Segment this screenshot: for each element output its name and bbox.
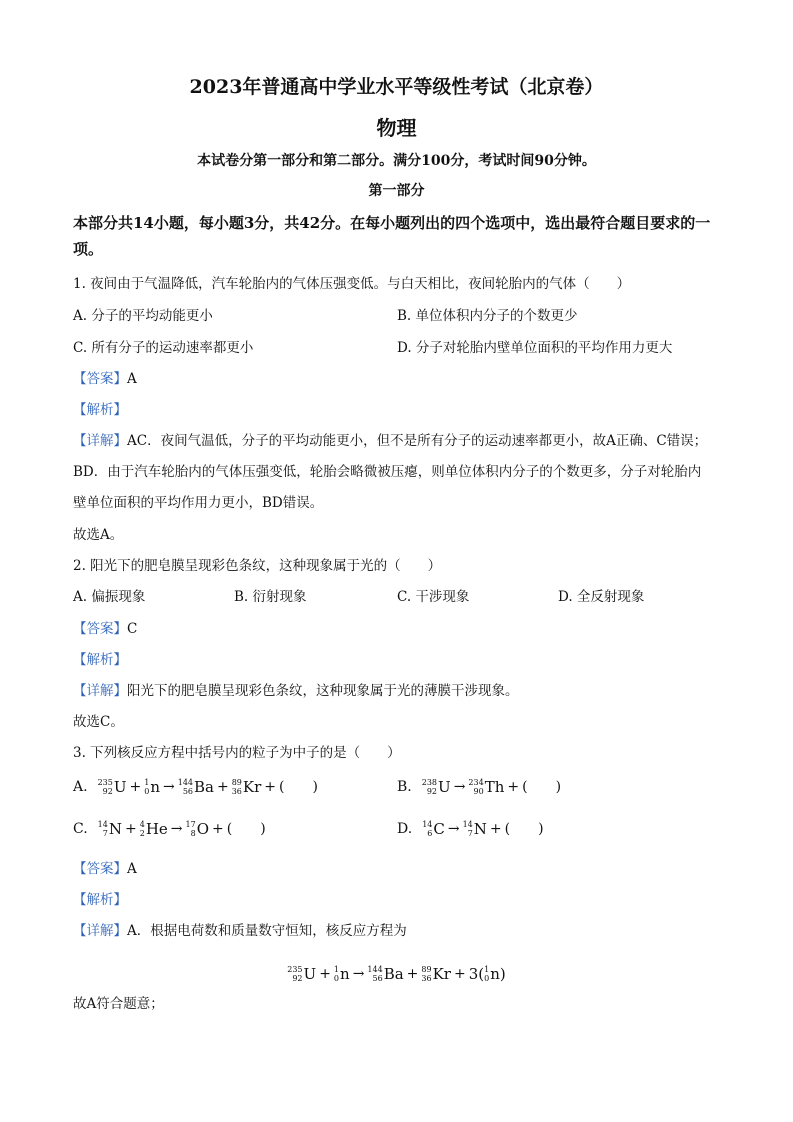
part-title: 第一部分 [368, 183, 425, 199]
question-3-conclusion: 故A符合题意； [73, 996, 164, 1012]
question-1-analysis-tag: 【解析】 [73, 402, 127, 418]
question-3-option-d: D. 14 6 C → 14 7 N + ( ) [397, 820, 544, 838]
option-letter: B. [397, 779, 412, 795]
answer-value: A [127, 371, 137, 387]
question-1-conclusion: 故选A。 [73, 527, 124, 543]
subject-title: 物理 [376, 116, 417, 140]
detail-text: AC．夜间气温低，分子的平均动能更小，但不是所有分子的运动速率都更小，故A正确、C错误； [127, 433, 708, 449]
question-3-answer [73, 860, 137, 878]
answer-tag: 【答案】 [73, 861, 127, 877]
option-letter: C. [73, 821, 88, 837]
question-1-detail-line-2: BD．由于汽车轮胎内的气体压强变低，轮胎会略微被压瘪，则单位体积内分子的个数更多，分子对轮胎内 [73, 464, 702, 480]
part-intro: 本部分共14小题，每小题3分，共42分。在每小题列出的四个选项中，选出最符合题目要求的一项。 [73, 214, 711, 258]
question-1-stem: 1. 夜间由于气温降低，汽车轮胎内的气体压强变低。与白天相比，夜间轮胎内的气体（ ） [73, 276, 631, 292]
answer-value: A [127, 861, 137, 877]
question-3-analysis-tag: 【解析】 [73, 892, 127, 908]
question-1-detail-line-3: 壁单位面积的平均作用力更小，BD错误。 [73, 495, 324, 511]
question-1-answer [73, 370, 137, 388]
question-3-option-a: A. 235 92 U + 1 0 n → 144 56 Ba + 89 36 Kr + ( ) [73, 778, 318, 796]
question-1-option-b: B. 单位体积内分子的个数更少 [397, 308, 578, 324]
question-1-detail-line-1 [73, 432, 707, 450]
question-1-option-a: A. 分子的平均动能更小 [73, 308, 213, 324]
answer-tag: 【答案】 [73, 621, 127, 637]
question-2-stem: 2. 阳光下的肥皂膜呈现彩色条纹，这种现象属于光的（ ） [73, 558, 442, 574]
question-1-option-d: D. 分子对轮胎内壁单位面积的平均作用力更大 [397, 340, 673, 356]
exam-title: 2023年普通高中学业水平等级性考试（北京卷） [189, 76, 604, 98]
question-2-option-d: D. 全反射现象 [558, 589, 645, 605]
question-2-detail-line-1 [73, 682, 519, 700]
question-3-option-b: B. 238 92 U → 234 90 Th + ( ) [397, 778, 562, 796]
question-3-option-c: C. 14 7 N + 4 2 He → 17 8 O + ( ) [73, 820, 266, 838]
question-2-answer [73, 620, 137, 638]
detail-tag: 【详解】 [73, 683, 127, 699]
answer-tag: 【答案】 [73, 371, 127, 387]
question-2-option-b: B. 衍射现象 [234, 589, 307, 605]
option-letter: D. [397, 821, 413, 837]
question-3-stem: 3. 下列核反应方程中括号内的粒子为中子的是（ ） [73, 745, 401, 761]
detail-tag: 【详解】 [73, 923, 127, 939]
question-1-option-c: C. 所有分子的运动速率都更小 [73, 340, 254, 356]
detail-text: 阳光下的肥皂膜呈现彩色条纹，这种现象属于光的薄膜干涉现象。 [127, 683, 519, 699]
question-2-conclusion: 故选C。 [73, 714, 124, 730]
detail-tag: 【详解】 [73, 433, 127, 449]
question-2-option-c: C. 干涉现象 [397, 589, 470, 605]
answer-value: C [127, 621, 138, 637]
option-letter: A. [73, 779, 88, 795]
reaction-equation: 235 92 U + 1 0 n → 144 56 Ba + 89 36 Kr + 3( 1 0 n) [287, 965, 506, 983]
detail-text: A．根据电荷数和质量数守恒知，核反应方程为 [127, 923, 407, 939]
exam-note: 本试卷分第一部分和第二部分。满分100分，考试时间90分钟。 [197, 153, 596, 169]
question-3-detail-line-1 [73, 922, 407, 940]
question-2-analysis-tag: 【解析】 [73, 652, 127, 668]
question-2-option-a: A. 偏振现象 [73, 589, 146, 605]
